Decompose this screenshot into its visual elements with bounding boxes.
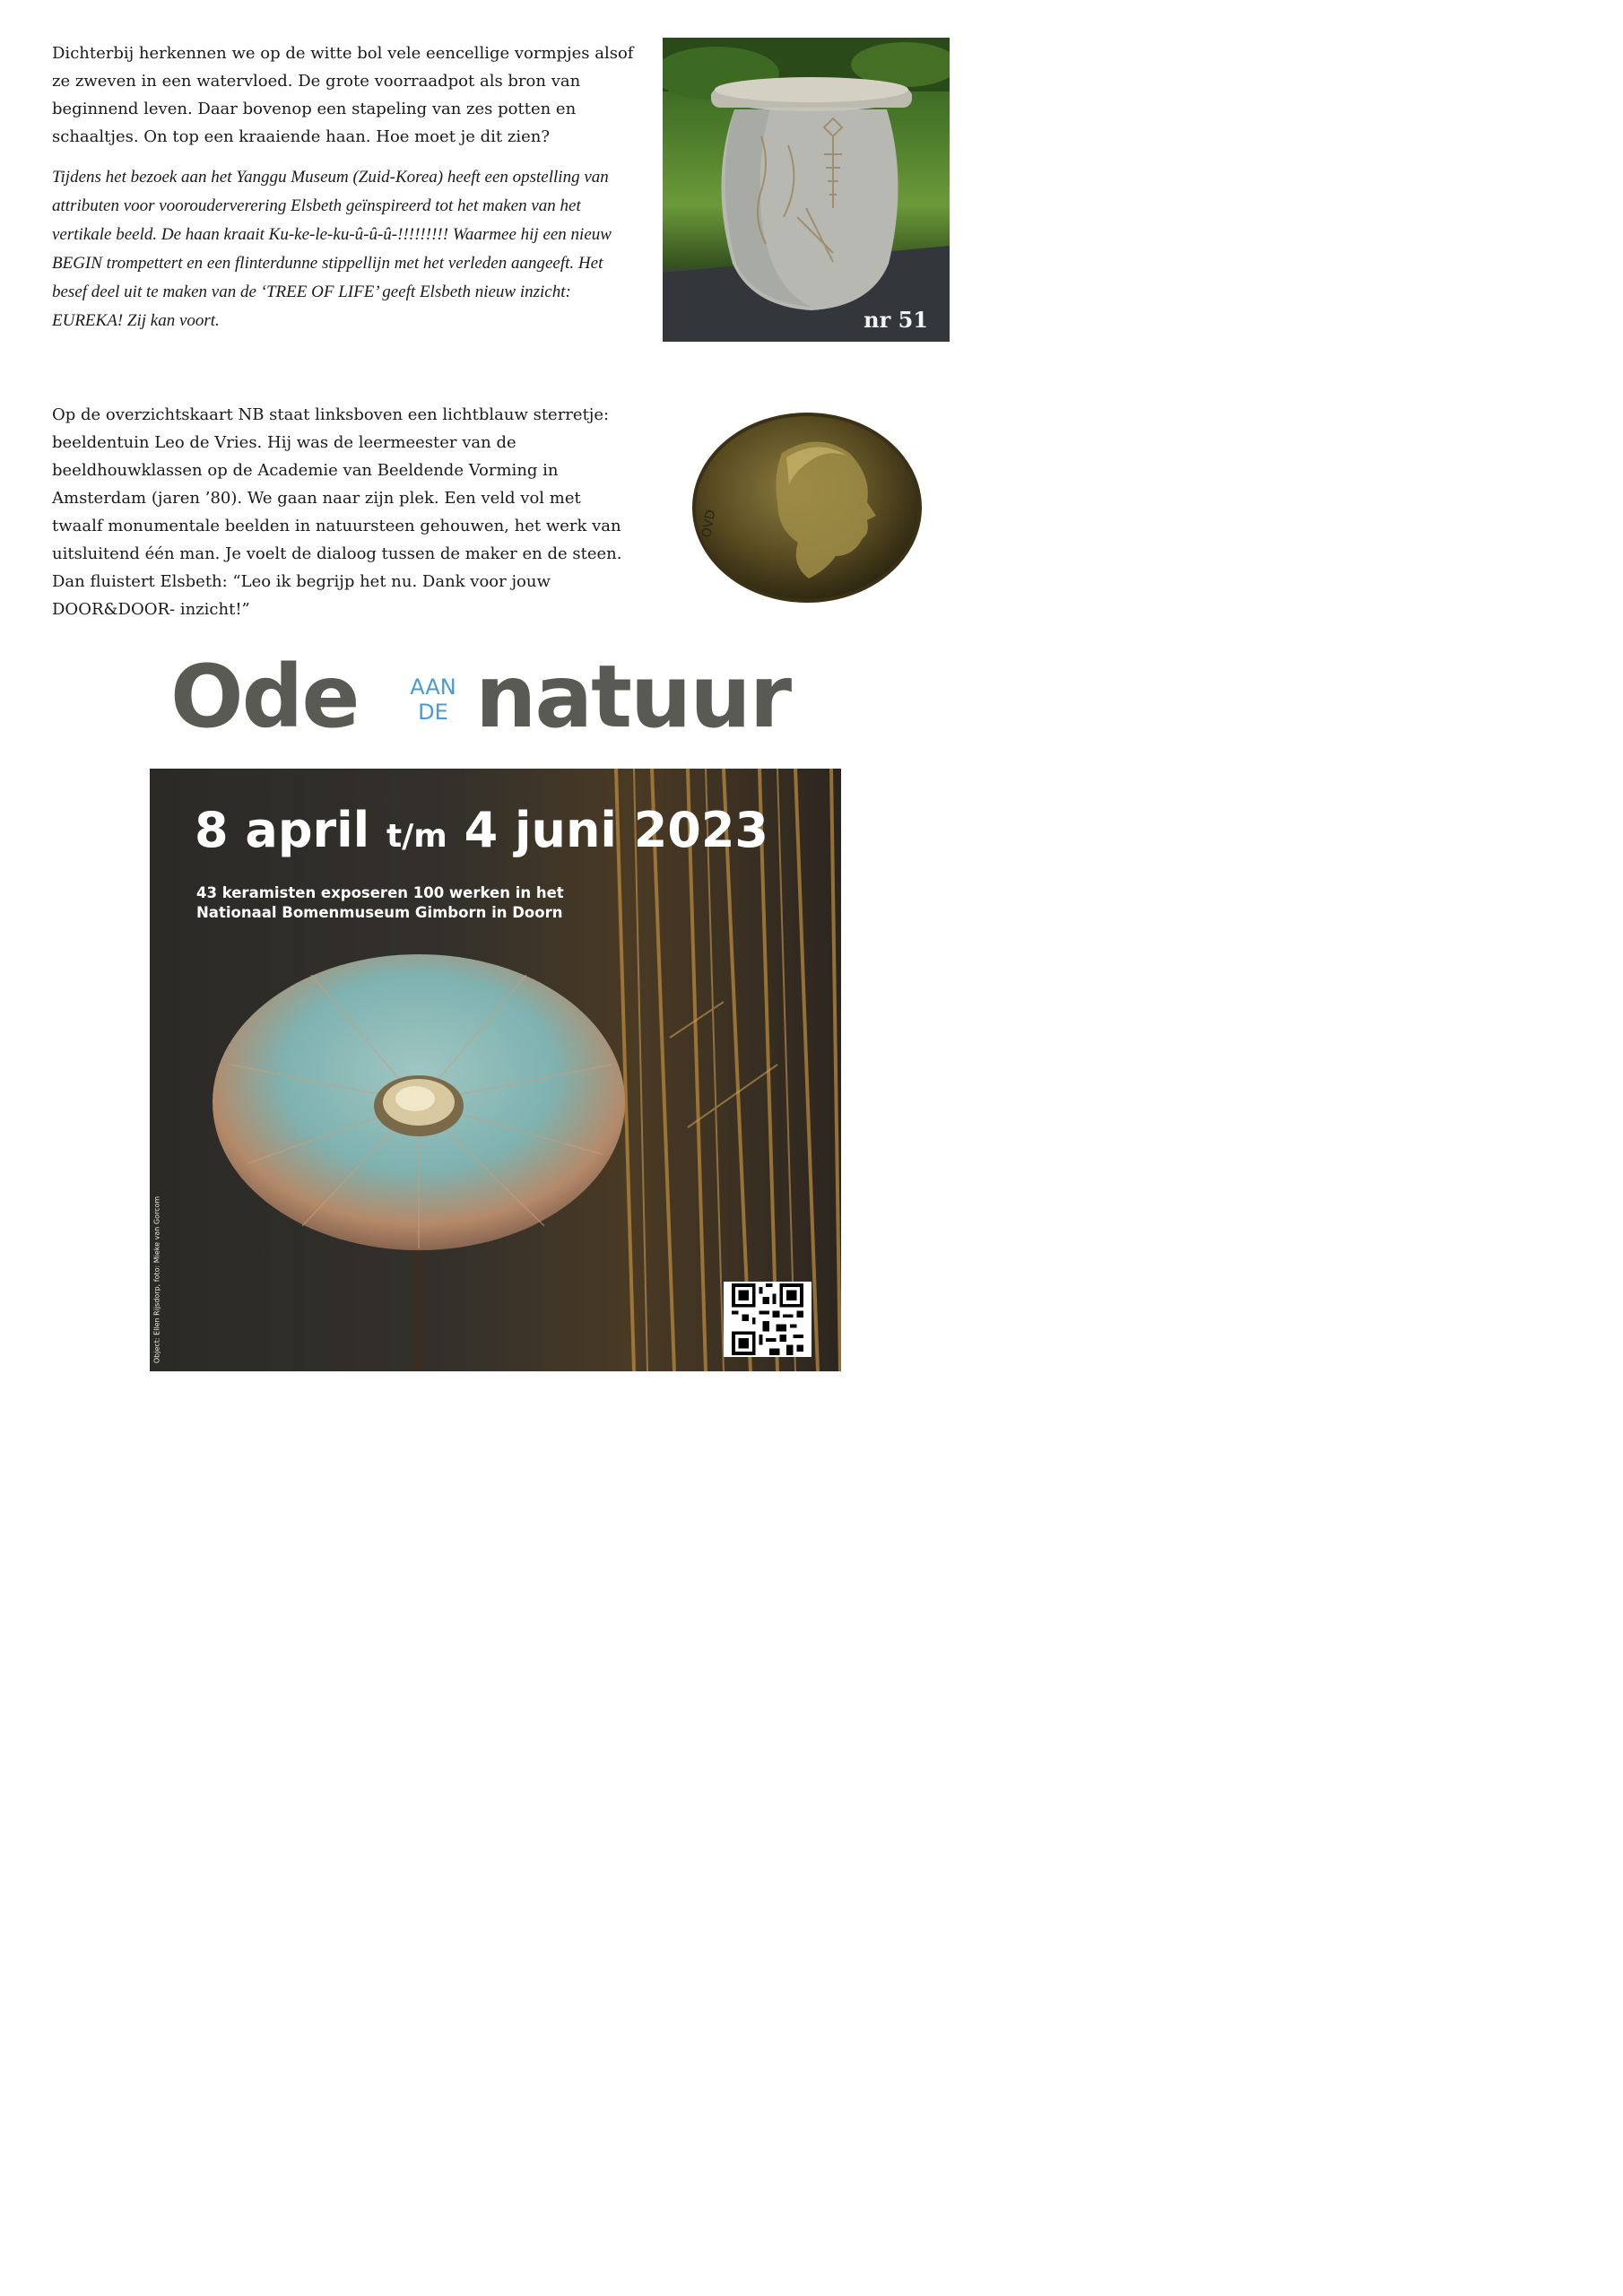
paragraph-leo-de-vries: Op de overzichtskaart NB staat linksboven een lichtblauw sterretje: beeldentuin Leo de Vries. Hij was de leermeester van de beeldhouwklassen op de Academie van Beeldende Vorming in Amsterdam (jaren ’80). We gaan naar zijn plek. Een veld vol met twaalf monumentale beelden in natuursteen gehouwen, het werk van uitsluitend één man. Je voelt de dialoog tussen de maker en de steen. Dan fluistert Elsbeth: “Leo ik begrijp het nu. Dank voor jouw DOOR&DOOR- inzicht!” [52, 405, 622, 619]
photo-credit [150, 1196, 168, 1364]
title-aan: AAN [410, 674, 456, 700]
title-aan-de [402, 674, 464, 725]
document-page [0, 0, 995, 1408]
date-end: 4 juni 2023 [464, 802, 768, 858]
jar-number-label: nr 51 [864, 307, 928, 333]
bronze-medal-image [692, 413, 923, 603]
title-ode: Ode [170, 647, 359, 747]
photo-credit-text: Object: Ellen Rijsdorp, foto: Mieke van Gorcom [152, 1196, 161, 1364]
svg-text:OVD: OVD [699, 509, 719, 539]
ceramic-jar-image [663, 38, 950, 342]
exhibition-poster [150, 769, 841, 1371]
poster-subtitle [196, 883, 564, 923]
paragraph-italic-yanggu: Tijdens het bezoek aan het Yanggu Museum (Zuid-Korea) heeft een opstelling van attributen voor voorouderverering Elsbeth geïnspireerd tot het maken van het vertikale beeld. De haan kraait Ku-ke-le-ku-û-û-û-!!!!!!!!! Waarmee hij een nieuw BEGIN trompettert en een flinterdunne stippellijn met het verleden aangeeft. Het besef deel uit te maken van de ‘TREE OF LIFE’ geeft Elsbeth nieuw inzicht: EUREKA! Zij kan voort. [52, 168, 612, 330]
ceramic-jar-photo [663, 38, 950, 342]
title-de: DE [418, 700, 448, 725]
poster-title [170, 648, 834, 746]
subtitle-line-2: Nationaal Bomenmuseum Gimborn in Doorn [196, 904, 563, 921]
title-natuur: natuur [475, 647, 791, 747]
subtitle-line-1: 43 keramisten exposeren 100 werken in het [196, 884, 564, 901]
date-start: 8 april [195, 802, 370, 858]
date-separator: t/m [386, 818, 447, 855]
qr-code-icon[interactable] [724, 1282, 812, 1357]
paragraph-intro: Dichterbij herkennen we op de witte bol vele eencellige vormpjes alsof ze zweven in een watervloed. De grote voorraadpot als bron van beginnend leven. Daar bovenop een stapeling van zes potten en schaaltjes. On top een kraaiende haan. Hoe moet je dit zien? [52, 44, 634, 146]
poster-dates [195, 801, 768, 866]
